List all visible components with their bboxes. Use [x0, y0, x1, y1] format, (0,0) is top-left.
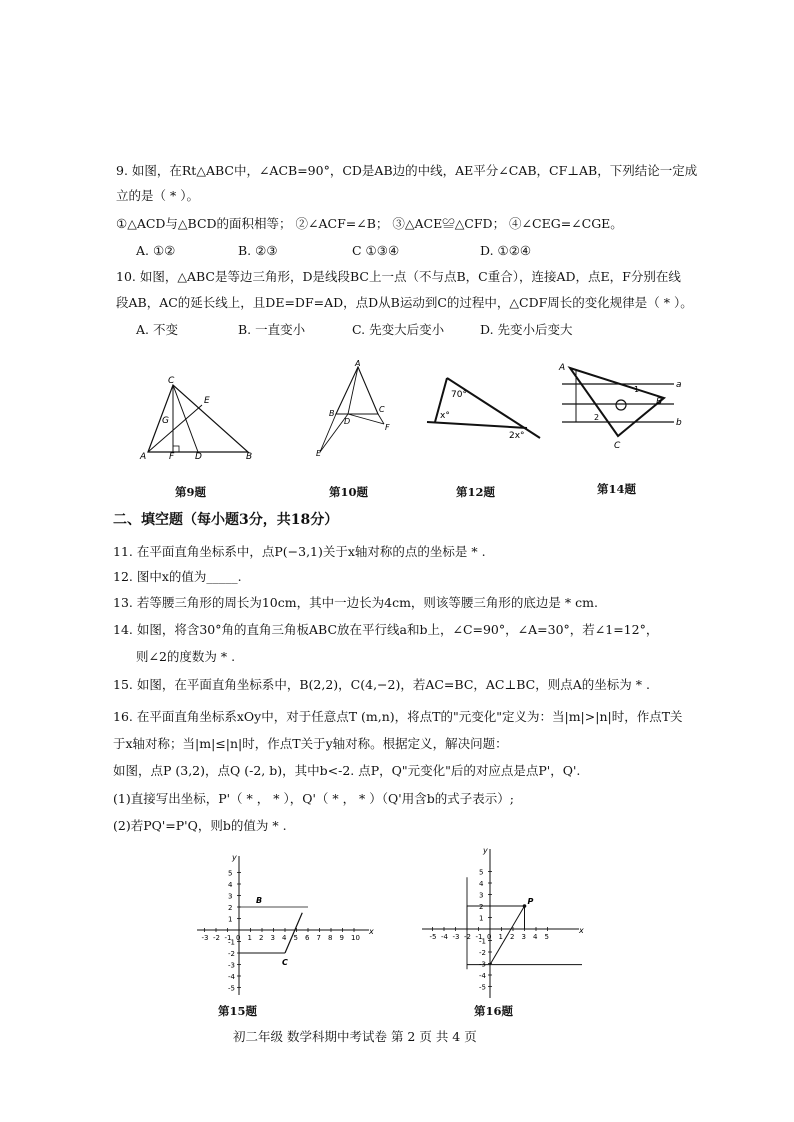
fig9-label-a: A: [140, 452, 147, 462]
fig10-segment-ad: [348, 367, 358, 414]
x-tick-label: 10: [351, 934, 360, 942]
fig16-caption: 第16题: [474, 1004, 514, 1018]
section-2-heading: 二、填空题（每小题3分，共18分）: [113, 512, 339, 528]
q14-line-1: 14. 如图，将含30°角的直角三角板ABC放在平行线a和b上，∠C=90°，∠A=30°，若∠1=12°，: [113, 622, 659, 637]
x-tick-label: 7: [316, 934, 321, 942]
fig9-bisector-ae: [148, 405, 202, 452]
fig9-label-e: E: [204, 396, 210, 406]
figure-12: [425, 370, 545, 442]
fig12-angle-x: x°: [440, 411, 450, 421]
fig10-label-f: F: [385, 423, 390, 432]
fig9-label-b: B: [246, 452, 253, 462]
point-c-label: C: [282, 958, 288, 967]
fig9-label-c: C: [168, 376, 175, 386]
fig10-label-a: A: [355, 359, 361, 368]
fig12-angle-2x: 2x°: [509, 431, 525, 441]
page-footer: 初二年级 数学科期中考试卷 第 2 页 共 4 页: [233, 1029, 477, 1044]
fig10-label-c: C: [379, 405, 385, 414]
x-tick-label: -3: [201, 934, 209, 942]
segment-p: [490, 906, 525, 965]
x-tick-label: 4: [533, 933, 538, 941]
point-p: [523, 904, 527, 908]
x-tick-label: 2: [510, 933, 515, 941]
fig14-label-b-line: b: [676, 418, 682, 428]
fig14-circle: [616, 400, 626, 410]
y-tick-label: -5: [479, 983, 486, 992]
fig12-top-side: [447, 378, 540, 438]
y-tick-label: -2: [228, 950, 235, 958]
fig10-label-b: B: [329, 409, 335, 418]
q13: 13. 若等腰三角形的周长为10cm，其中一边长为4cm，则该等腰三角形的底边是 * cm.: [113, 595, 598, 610]
x-tick-label: 0: [236, 934, 241, 942]
q14-line-2: 则∠2的度数为 * .: [136, 649, 236, 664]
y-tick-label: -1: [479, 937, 486, 946]
x-tick-label: -2: [464, 933, 471, 941]
x-tick-label: 8: [328, 934, 333, 942]
q12: 12. 图中x的值为_____.: [113, 569, 242, 584]
x-tick-label: 5: [293, 934, 298, 942]
fig14-label-a-pt: A: [559, 363, 566, 373]
y-tick-label: 5: [479, 868, 484, 877]
fig12-caption: 第12题: [456, 485, 496, 499]
x-tick-label: 4: [282, 934, 287, 942]
q11: 11. 在平面直角坐标系中，点P(−3,1)关于x轴对称的点的坐标是 * .: [113, 544, 486, 559]
q16-line-4: (1)直接写出坐标，P'（ * ， * ），Q'（ * ， * ）（Q'用含b的式子表示）;: [113, 791, 514, 806]
fig9-label-d: D: [195, 452, 202, 462]
y-tick-label: -5: [228, 984, 235, 993]
y-tick-label: 3: [228, 892, 233, 901]
segment-c: [285, 913, 302, 953]
fig9-caption: 第9题: [175, 485, 207, 499]
figure-14: [556, 360, 686, 452]
fig10-label-d: D: [344, 417, 351, 426]
figure-9: [140, 375, 260, 460]
x-tick-label: 0: [487, 933, 492, 941]
fig14-label-2: 2: [594, 413, 600, 422]
q10-line-1: 10. 如图，△ABC是等边三角形，D是线段BC上一点（不与点B，C重合），连接AD，点E，F分别在线: [116, 269, 681, 284]
fig12-angle-70: 70°: [451, 390, 467, 400]
y-axis-label: y: [483, 846, 488, 855]
fig12-bottom-side: [427, 422, 527, 428]
q9-option-c: C ①③④: [352, 243, 400, 258]
q9-line-3: ①△ACD与△BCD的面积相等； ②∠ACF=∠B； ③△ACE≌△CFD； ④∠CEG=∠CGE。: [116, 216, 623, 231]
figure-15: [195, 852, 375, 997]
fig9-median-cd: [173, 385, 198, 452]
fig10-triangle: [336, 367, 378, 414]
y-axis-label: y: [232, 853, 237, 862]
q10-option-a: A. 不变: [136, 322, 178, 337]
rect-p: [467, 906, 525, 929]
y-tick-label: -1: [228, 938, 235, 947]
q10-option-b: B. 一直变小: [238, 322, 306, 337]
q9-option-b: B. ②③: [238, 243, 278, 258]
x-tick-label: 3: [521, 933, 526, 941]
point-b-label: B: [256, 896, 263, 905]
y-tick-label: 4: [479, 880, 484, 888]
y-tick-label: 3: [479, 891, 484, 900]
y-tick-label: -2: [479, 949, 486, 957]
point-p-label: P: [527, 897, 534, 906]
x-tick-label: 2: [259, 934, 264, 942]
y-tick-label: -4: [479, 972, 486, 980]
x-tick-label: 1: [247, 934, 252, 942]
y-tick-label: 2: [228, 904, 233, 912]
q16-line-1: 16. 在平面直角坐标系xOy中，对于任意点T (m,n)，将点T的"元变化"定义为：当|m|>|n|时，作点T关: [113, 709, 683, 724]
q15: 15. 如图，在平面直角坐标系中，B(2,2)，C(4,−2)，若AC=BC，AC⊥BC，则点A的坐标为 * .: [113, 677, 650, 692]
x-tick-label: -1: [224, 934, 232, 942]
x-tick-label: 3: [270, 934, 275, 942]
q9-option-a: A. ①②: [136, 243, 176, 258]
q16-line-5: (2)若PQ'=P'Q，则b的值为 * .: [113, 818, 287, 833]
fig15-caption: 第15题: [218, 1004, 258, 1018]
y-tick-label: 1: [228, 915, 233, 924]
fig14-label-1: 1: [634, 385, 640, 394]
x-tick-label: 5: [544, 933, 549, 941]
x-tick-label: -3: [452, 933, 460, 941]
figure-16: [420, 845, 585, 1000]
q10-option-d: D. 先变小后变大: [480, 322, 573, 337]
q9-line-2: 立的是（ * ）。: [116, 188, 199, 203]
x-tick-label: -5: [429, 933, 437, 941]
x-tick-label: -2: [213, 934, 220, 942]
fig10-caption: 第10题: [329, 485, 369, 499]
y-tick-label: -4: [228, 973, 235, 981]
x-axis-label: x: [579, 926, 584, 935]
y-tick-label: -3: [228, 961, 235, 970]
x-tick-label: -4: [441, 933, 448, 941]
x-tick-label: 1: [498, 933, 503, 941]
y-tick-label: 1: [479, 914, 484, 923]
x-axis-label: x: [369, 927, 374, 936]
y-tick-label: 4: [228, 881, 233, 889]
fig10-label-e: E: [316, 449, 322, 458]
fig9-label-f: F: [169, 452, 175, 462]
q10-line-2: 段AB，AC的延长线上，且DE=DF=AD，点D从B运动到C的过程中，△CDF周长的变化规律是（ * ）。: [116, 295, 693, 310]
q9-line-1: 9. 如图，在Rt△ABC中，∠ACB=90°，CD是AB边的中线，AE平分∠CAB，CF⊥AB，下列结论一定成: [116, 163, 698, 178]
fig14-caption: 第14题: [597, 482, 637, 496]
q16-line-3: 如图，点P (3,2)，点Q (-2, b)，其中b<-2. 点P，Q"元变化"后的对应点是点P'，Q'.: [113, 763, 581, 778]
q9-option-d: D. ①②④: [480, 243, 532, 258]
x-tick-label: -1: [475, 933, 483, 941]
fig14-label-a-line: a: [676, 380, 682, 390]
fig14-label-c-pt: C: [614, 441, 621, 451]
q16-line-2: 于x轴对称；当|m|≤|n|时，作点T关于y轴对称。根据定义，解决问题：: [113, 736, 508, 751]
fig14-label-b-pt: B: [656, 397, 663, 407]
x-tick-label: 9: [339, 934, 344, 942]
x-tick-label: 6: [305, 934, 310, 942]
y-tick-label: 5: [228, 869, 233, 878]
fig9-label-g: G: [162, 416, 169, 426]
q10-option-c: C. 先变大后变小: [352, 322, 445, 337]
figure-10: [316, 359, 396, 458]
y-tick-label: -3: [479, 960, 486, 969]
y-tick-label: 2: [479, 903, 484, 911]
